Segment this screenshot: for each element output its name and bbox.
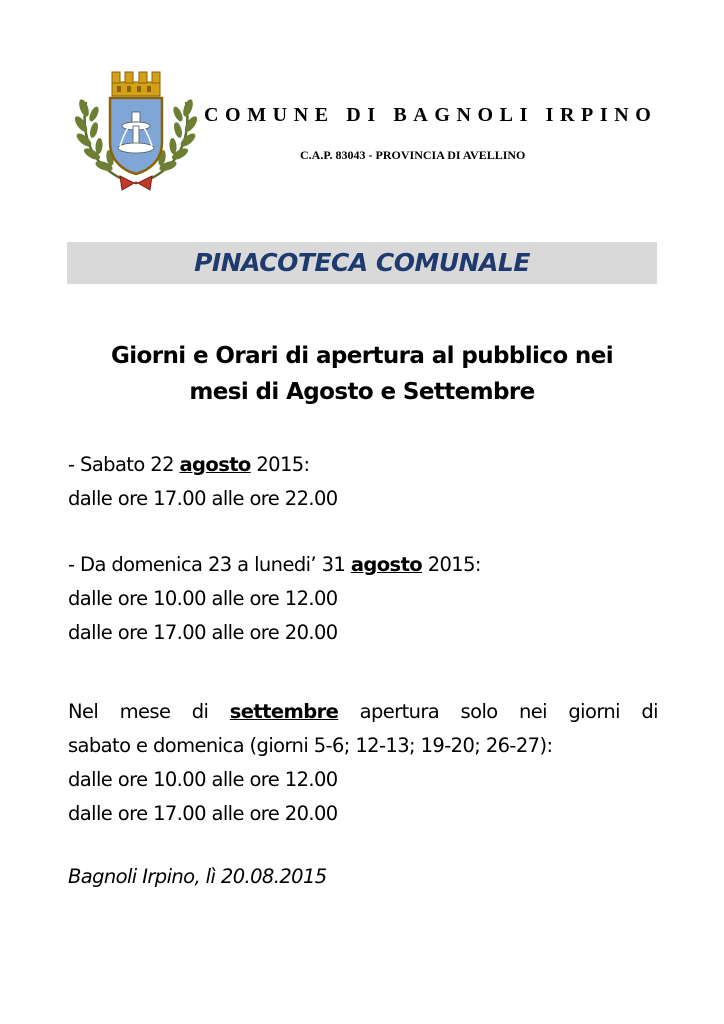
hours-line: dalle ore 17.00 alle ore 22.00 — [68, 487, 338, 510]
date-prefix: - Sabato 22 — [68, 453, 180, 476]
town-name: COMUNE DI BAGNOLI IRPINO — [204, 104, 658, 126]
hours-line-morning: dalle ore 10.00 alle ore 12.00 — [68, 587, 338, 610]
postal-code-line: C.A.P. 83043 - PROVINCIA DI AVELLINO — [300, 148, 526, 162]
title-banner — [67, 242, 657, 284]
subheading — [60, 338, 664, 410]
september-days-line: sabato e domenica (giorni 5-6; 12-13; 19-20; 26-27): — [68, 734, 553, 757]
page-title: PINACOTECA COMUNALE — [194, 248, 530, 277]
place-and-date: Bagnoli Irpino, lì 20.08.2015 — [68, 865, 327, 888]
date-suffix: 2015: — [422, 553, 481, 576]
hours-line-afternoon: dalle ore 17.00 alle ore 20.00 — [68, 802, 338, 825]
september-intro-line — [68, 695, 658, 729]
month-august: agosto — [350, 553, 423, 576]
coat-of-arms-icon — [72, 68, 200, 194]
intro-suffix: apertura solo nei giorni di — [338, 700, 658, 723]
hours-line-morning: dalle ore 10.00 alle ore 12.00 — [68, 768, 338, 791]
schedule-september — [68, 695, 658, 831]
schedule-august-23-31 — [68, 548, 658, 650]
date-prefix: - Da domenica 23 a lunedi’ 31 — [68, 553, 351, 576]
date-line — [68, 448, 658, 482]
month-august: agosto — [179, 453, 251, 476]
date-suffix: 2015: — [250, 453, 310, 476]
schedule-august-22 — [68, 448, 658, 516]
subheading-line-2: mesi di Agosto e Settembre — [189, 379, 535, 405]
month-september: settembre — [229, 700, 339, 723]
hours-line-afternoon: dalle ore 17.00 alle ore 20.00 — [68, 621, 338, 644]
subheading-line-1: Giorni e Orari di apertura al pubblico nei — [111, 343, 613, 369]
intro-prefix: Nel mese di — [68, 700, 230, 723]
date-line — [68, 548, 658, 582]
